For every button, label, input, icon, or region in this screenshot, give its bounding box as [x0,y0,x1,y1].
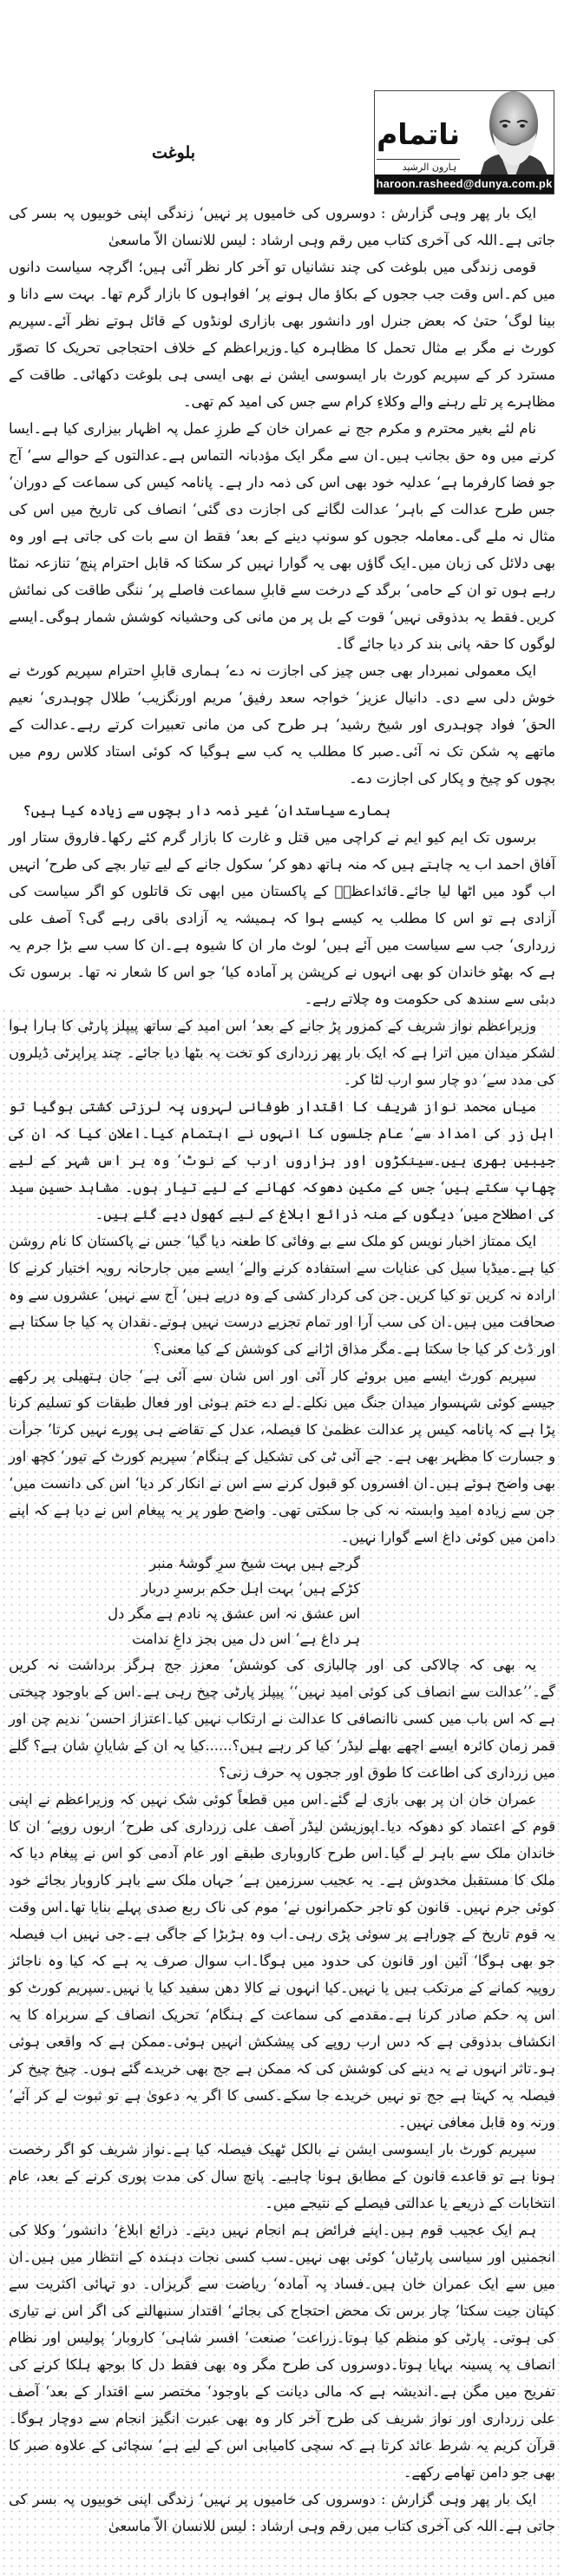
article-title: بلوغت [152,143,195,162]
article-paragraph: یہ بھی کہ چالاکی کی اور چالبازی کی کوشش‘ معزز جج ہرگز برداشت نہ کریں گے۔’’عدالت سے انصاف کی کوئی امید نہیں‘‘ پیپلز پارٹی چیخ رہی ہے۔اس کے باوجود چیختی ہے کہ اس باب میں کسی ناانصافی کا عدالت نے ارتکاب نہیں کیا۔اعتزاز احسن‘ ندیم چن اور قمر زمان کائرہ ایسے اچھے بھلے لیڈر‘ کیا کر رہے ہیں؟......کیا یہ ان کے شایانِ شان ہے؟ گلے میں زرداری کی اطاعت کا طوق اور ججوں پہ حرف زنی؟ [9,1657,555,1781]
column-logo [374,90,554,194]
article-intro: ایک بار پھر وہی گزارش : دوسروں کی خامیوں پر نہیں‘ زندگی اپنی خوبیوں پہ بسر کی جاتی ہے۔اللہ کی آخری کتاب میں رقم وہی ارشاد : لیس للانسان الاّ ماسعیٰ [9,205,555,248]
article-paragraph: نام لئے بغیر محترم و مکرم جج نے عمران خان کے طرزِ عمل پہ اظہار بیزاری کیا ہے۔ایسا کرنے میں وہ حق بجانب ہیں۔ان سے مگر ایک مؤدبانہ التماس ہے۔عدالتوں کے حوالے سے‘ آج جو فضا کارفرما ہے‘ عدلیہ خود بھی اس کی ذمہ دار ہے۔ پانامہ کیس کی سماعت کے دوران‘ جس طرح عدالت کے باہر‘ عدالت لگانے کی اجازت دی گئی‘ انصاف کی تاریخ میں اس کی مثال نہ ملے گی۔معاملہ ججوں کو سونپ دینے کے بعد‘ فقط ان سے بات کی جاتی ہے اور وہ بھی دلائل کی زبان میں۔ایک گاؤں بھی یہ گوارا نہیں کر سکتا کہ قابل احترام پنچ‘ تنازعہ نمٹا رہے ہوں تو ان کے حامی‘ برگد کے درخت سے قابلِ سماعت فاصلے پر‘ ننگی طاقت کی نمائش کریں۔فقط یہ بدذوقی نہیں‘ قوت کے بل پر من مانی کی وحشیانہ کوشش شمار ہوگی۔ایسے لوگوں کا حقہ پانی بند کر دیا جائے گا۔ [9,420,555,652]
article-question: ہمارے سیاستدان‘ غیر ذمہ دار بچوں سے زیادہ کیا ہیں؟ [23,802,390,819]
article-paragraph: قومی زندگی میں بلوغت کی چند نشانیاں تو آخر کار نظر آئی ہیں؛ اگرچہ سیاست دانوں میں کم۔اس وقت جب ججوں کے بکاؤ مال ہونے پر‘ افواہوں کا بازار گرم تھا۔ بہت سے دانا و بینا لوگ‘ حتیٰ کہ بعض جنرل اور دانشور بھی بازاری لونڈوں کے قائل ہوتے نظر آئے۔سپریم کورٹ نے مگر بے مثال تحمل کا مظاہرہ کیا۔وزیراعظم کے خلاف احتجاجی تحریک کا تصوّر مسترد کر کے سپریم کورٹ بار ایسوسی ایشن نے بھی ایسی ہی بلوغت دکھائی۔ طاقت کے مظاہرے پر تلے رہنے والے وکلاءِ کرام سے جس کی امید کم تھی۔ [9,259,555,410]
article-paragraph: سپریم کورٹ ایسے میں بروئے کار آئی اور اس شان سے آئی ہے‘ جان ہتھیلی پر رکھے جیسے کوئی شہسوار میدان جنگ میں نکلے۔لے دے ختم ہوئی اور فعال طبقات کو تسلیم کرنا پڑا ہے کہ پانامہ کیس پر عدالت عظمیٰ کا فیصلہ، عدل کے تقاضے ہی پورے نہیں کرتا‘ جرأت و جسارت کا مظہر بھی ہے۔ جے آئی ٹی کی تشکیل کے ہنگام‘ سپریم کورٹ کے تیور‘ کچھ اور بھی واضح ہوئے ہیں۔ان افسروں کو قبول کرنے سے اس نے انکار کر دیا‘ اس کی دانست میں‘ جن سے زیادہ امید وابستہ نہ کی جا سکتی تھی۔ واضح طور پر یہ پیغام اس نے دیا ہے کہ اپنے دامن میں کوئی داغ اسے گوارا نہیں۔ [9,1367,555,1545]
article-paragraph: ہم ایک عجیب قوم ہیں۔اپنے فرائض ہم انجام نہیں دیتے۔ ذرائع ابلاغ‘ دانشور‘ وکلا کی انجمنیں اور سیاسی پارٹیاں‘ کوئی بھی نہیں۔سب کسی نجات دہندہ کے انتظار میں ہیں۔ان میں سے ایک عمران خان ہیں۔فساد پہ آمادہ‘ ریاضت سے گریزاں۔ دو تہائی اکثریت سے کپتان جیت سکتا‘ چار برس تک محض احتجاج کی بجائے‘ اقتدار سنبھالنے کی اگر اس نے تیاری کی ہوتی۔ پارٹی کو منظم کیا ہوتا۔زراعت‘ صنعت‘ افسر شاہی‘ کاروبار‘ پولیس اور نظام انصاف پہ پسینہ بہایا ہوتا۔دوسروں کی طرح مگر وہ بھی فقط دل کا بوجھ ہلکا کرنے کی تفریح میں مگن ہے۔اندیشہ ہے کہ مالی دیانت کے باوجود‘ مختصر سے اقتدار کے بعد‘ آصف علی زرداری اور نواز شریف کی طرح آخر کار وہ بھی عبرت انگیز انجام سے دوچار ہوگا۔قرآن کریم یہ شرط عائد کرتا ہے کہ سچی کامیابی اس کے لیے ہے‘ سچائی کے علاوہ صبر کا بھی جو دامن تھامے رکھے۔ [9,2222,555,2480]
article-paragraph: سپریم کورٹ بار ایسوسی ایشن نے بالکل ٹھیک فیصلہ کیا ہے۔نواز شریف کو اگر رخصت ہونا ہے تو قاعدے قانون کے مطابق ہونا چاہیے۔ پانچ سال کی مدت پوری کرنے کے بعد، عام انتخابات کے ذریعے یا عدالتی فیصلے کے نتیجے میں۔ [9,2141,555,2211]
column-header [0,0,564,198]
poem-line: اس عشق نہ اس عشق پہ نادم ہے مگر دل [108,1605,360,1622]
article-outro: ایک بار پھر وہی گزارش : دوسروں کی خامیوں پر نہیں‘ زندگی اپنی خوبیوں پہ بسر کی جاتی ہے۔اللہ کی آخری کتاب میں رقم وہی ارشاد : لیس للانسان الاّ ماسعیٰ [9,2491,555,2534]
author-email: haroon.rasheed@dunya.com.pk [375,175,554,194]
article-paragraph: ایک ممتاز اخبار نویس کو ملک سے بے وفائی کا طعنہ دیا گیا‘ جس نے پاکستان کا نام روشن کیا ہے۔میڈیا سیل کی عنایات سے استفادہ کرنے والے‘ ایسے میں جارحانہ رویہ اختیار کرنے کا ارادہ نہ کریں تو کیا کریں۔جن کی کردار کشی کے وہ درپے ہیں‘ آج سے نہیں‘ عشروں سے وہ صحافت میں ہیں۔ان کی سب آرا اور تمام تجزیے درست نہیں ہوتے۔نقدان پہ کیا جا سکتا ہے اور ڈٹ کر کیا جا سکتا ہے۔مگر مذاق اڑانے کی کوشش کے کیا معنی؟ [9,1233,555,1357]
article-paragraph: عمران خان ان پر بھی بازی لے گئے۔اس میں قطعاً کوئی شک نہیں کہ وزیراعظم نے اپنی قوم کے اعتماد کو دھوکہ دیا۔اپوزیشن لیڈر آصف علی زرداری کی طرح‘ اربوں روپے‘ ان کا خاندان ملک سے باہر لے گیا۔اس طرح کاروباری طبقے اور عام آدمی کو اس نے پیغام دیا کہ ملک کا مستقبل مخدوش ہے۔ یہ عجیب سرزمین ہے‘ جہاں ملک سے باہر کاروبار بجائے خود کوئی جرم نہیں۔ قانون کو تاجر حکمرانوں نے‘ موم کی ناک ربع صدی پہلے بنایا تھا۔اس وقت یہ قوم تاریخ کے چوراہے پر سوئی پڑی رہی۔اب وہ ہڑبڑا کے جاگی ہے۔جی نہیں اب فیصلہ جو بھی ہوگا‘ آئین اور قانون کی حدود میں ہوگا۔اب سوال صرف یہ ہے کہ کیا وہ ناجائز روپیہ کمانے کے مرتکب ہیں یا نہیں۔کیا انہوں نے کالا دھن سفید کیا یا نہیں۔سپریم کورٹ کو اس پہ حکم صادر کرنا ہے۔مقدمے کی سماعت کے ہنگام‘ تحریک انصاف کے سربراہ کا یہ انکشاف بدذوقی ہے کہ دس ارب روپے کی پیشکش انہیں ہوئی۔ممکن ہے کہ واقعی ہوئی ہو۔تاثر انہوں نے یہ دینے کی کوشش کی کہ ممکن ہے جج بھی خریدے گئے ہوں۔ چیخ چیخ کر فیصلہ یہ کہتا ہے جج تو نہیں خریدے جا سکے۔کسی کا اگر یہ دعویٰ ہے تو ثبوت لے کر آئے‘ ورنہ وہ قابل معافی نہیں۔ [9,1791,555,2131]
column-name: ناتمام [377,117,460,151]
author-name: ہارون الرشید [402,161,457,173]
logo-divider [377,159,460,160]
poem-verse [9,1551,555,1651]
poem-line: ہر داغ ہے‘ اس دل میں بجز داغِ ندامت [132,1631,360,1647]
article-paragraph: برسوں تک ایم کیو ایم نے کراچی میں قتل و غارت کا بازار گرم کئے رکھا۔فاروق ستار اور آفاق احمد اب یہ چاہتے ہیں کہ منہ ہاتھ دھو کر‘ سکول جانے کے لیے تیار بچے کی طرح‘ انہیں اب گود میں اٹھا لیا جائے۔قائداعظمؒ کے پاکستان میں ابھی تک قاتلوں کو اگر سیاست کی آزادی ہے تو اس کا مطلب یہ کیسے ہوا کہ ہمیشہ یہ آزادی باقی رہے گی؟ آصف علی زرداری‘ جب سے سیاست میں آئے ہیں‘ لوٹ مار ان کا شیوہ ہے۔ان کا سب سے بڑا جرم یہ ہے کہ بھٹو خاندان کو بھی انہوں نے کرپشن پر آمادہ کیا‘ جو اس کا شعار نہ تھا۔ برسوں تک دبئی سے سندھ کی حکومت وہ چلاتے رہے۔ [9,829,555,1007]
author-photo-icon [469,90,554,185]
poem-line: گرجے ہیں بہت شیخ سرِ گوشۂ منبر [149,1555,360,1571]
article-paragraph: وزیراعظم نواز شریف کے کمزور پڑ جانے کے بعد‘ اس امید کے ساتھ پیپلز پارٹی کا ہارا ہوا لشکر میدان میں اترا ہے کہ ایک بار پھر زرداری کو تخت پہ بٹھا دیا جائے۔ چند پراپرٹی ڈیلروں کی مدد سے‘ دو چار سو ارب لٹا کر۔ [9,1018,555,1088]
article-body [9,200,555,2540]
article-paragraph: ایک معمولی نمبردار بھی جس چیز کی اجازت نہ دے‘ ہماری قابلِ احترام سپریم کورٹ نے خوش دلی سے دی۔ دانیال عزیز‘ خواجہ سعد رفیق‘ مریم اورنگزیب‘ طلال چوہدری‘ نعیم الحق‘ فواد چوہدری اور شیخ رشید‘ ہر طرح کی من مانی تعبیرات کرتے رہے۔عدالت کے ماتھے پہ شکن تک نہ آئی۔صبر کا مطلب یہ کب سے ہوگیا کہ کوئی استاد کلاس روم میں بچوں کو چیخ و پکار کی اجازت دے۔ [9,662,555,787]
poem-line: کڑکے ہیں‘ بہت اہل حکم برسرِ دربار [141,1580,360,1597]
article-paragraph: میاں محمد نواز شریف کا اقتدار طوفانی لہروں پہ لرزتی کشتی ہوگیا تو اہل زر کی امداد سے‘ عام جلسوں کا انہوں نے اہتمام کیا۔اعلان کیا کہ ان کی جیبیں بھری ہیں۔سینکڑوں اور ہزاروں ارب کے نوٹ‘ وہ ہر اس شہر کے لیے چھاپ سکتے ہیں‘ جس کے مکین دھوکہ کھانے کے لیے تیار ہوں۔ مشاہد حسین سید کی اصطلاح میں‘ دیگوں کے منہ ذرائع ابلاغ کے لیے کھول دیے گئے ہیں۔ [9,1098,555,1222]
